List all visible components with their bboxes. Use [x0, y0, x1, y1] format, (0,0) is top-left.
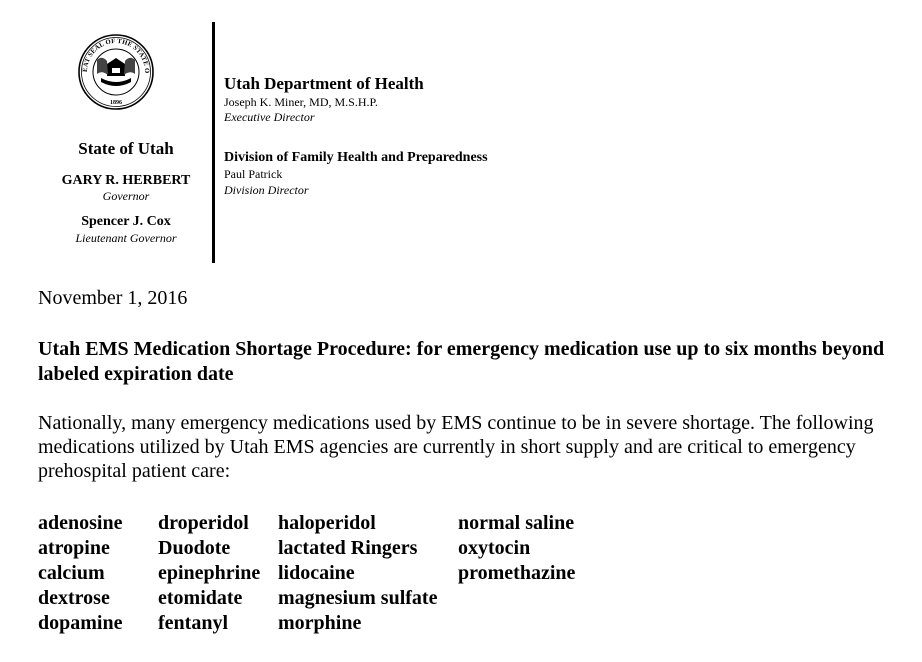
medication-item: haloperidol	[278, 512, 376, 534]
medication-item: atropine	[38, 537, 110, 559]
medication-item: fentanyl	[158, 612, 228, 634]
medication-item: normal saline	[458, 512, 575, 534]
medication-item: dextrose	[38, 587, 110, 609]
state-seal-icon	[77, 24, 155, 122]
medication-item: Duodote	[158, 537, 231, 559]
medication-item: morphine	[278, 612, 362, 634]
medication-item: magnesium sulfate	[278, 587, 438, 609]
medication-item: calcium	[38, 562, 105, 584]
medication-item: oxytocin	[458, 537, 531, 559]
seal-year: 1896	[110, 100, 122, 106]
medication-item: lactated Ringers	[278, 537, 418, 559]
letter-date: November 1, 2016	[38, 287, 188, 309]
division-head-name: Paul Patrick	[224, 167, 283, 181]
department-head-title: Executive Director	[224, 110, 315, 124]
medication-item: promethazine	[458, 562, 576, 584]
letterhead-divider	[212, 22, 215, 263]
medication-item: droperidol	[158, 512, 249, 534]
medication-item: epinephrine	[158, 562, 261, 584]
medication-item: dopamine	[38, 612, 123, 634]
medication-item: lidocaine	[278, 562, 355, 584]
medication-column-3	[278, 511, 437, 636]
lt-governor-title: Lieutenant Governor	[75, 231, 177, 245]
lt-governor-name: Spencer J. Cox	[81, 214, 171, 229]
letter-intro: Nationally, many emergency medications used by EMS continue to be in severe shortage. The following medications utilized by Utah EMS agencies are currently in short supply and are critical to emergency prehospital patient care:	[38, 412, 874, 482]
department-name: Utah Department of Health	[224, 74, 424, 93]
seal-ring-text: EAT SEAL OF THE STATE O	[81, 37, 151, 74]
department-head-name: Joseph K. Miner, MD, M.S.H.P.	[224, 95, 378, 109]
letter-subject: Utah EMS Medication Shortage Procedure: for emergency medication use up to six months beyond labeled expiration date	[38, 338, 885, 385]
division-head-title: Division Director	[224, 183, 309, 197]
governor-name: GARY R. HERBERT	[61, 173, 191, 188]
governor-title: Governor	[102, 189, 150, 203]
medication-column-2	[158, 511, 260, 636]
medication-item: etomidate	[158, 587, 243, 609]
state-name: State of Utah	[78, 139, 174, 158]
medication-column-1	[38, 511, 122, 636]
medication-item: adenosine	[38, 512, 123, 534]
medication-column-4	[458, 511, 575, 586]
division-name: Division of Family Health and Preparedness	[224, 150, 488, 165]
